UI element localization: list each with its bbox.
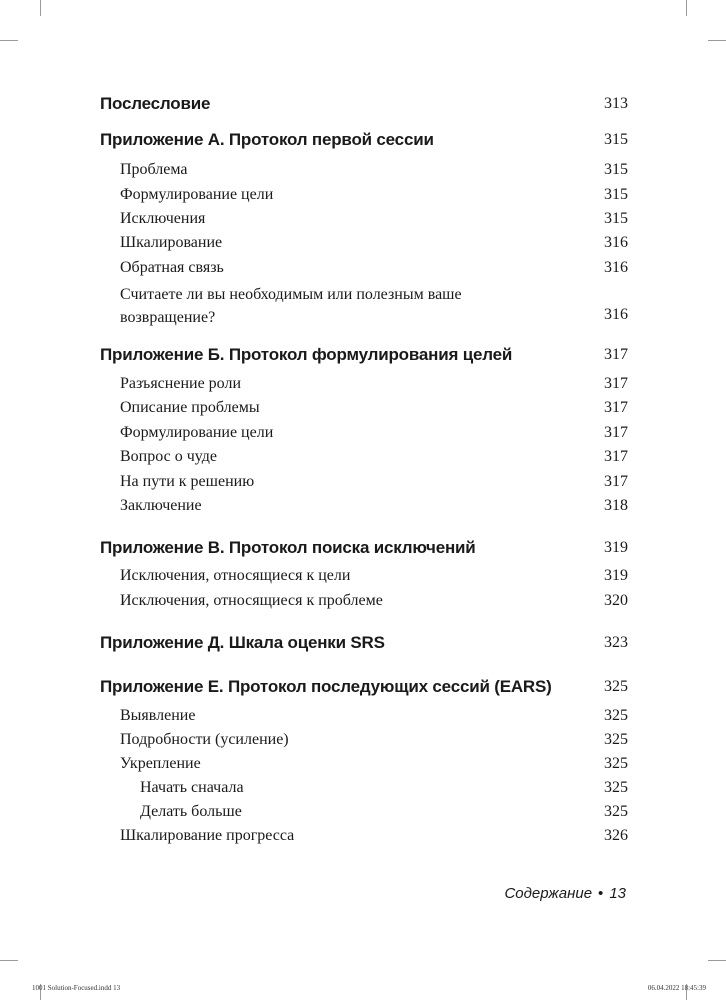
toc-entry-page: 323 <box>604 634 628 651</box>
toc-entry-page: 317 <box>604 473 628 490</box>
toc-entry-title: Шкалирование <box>120 234 223 251</box>
toc-entry-title: Описание проблемы <box>120 399 260 416</box>
crop-mark <box>686 0 687 16</box>
print-slug-file: 1001 Solution-Focused.indd 13 <box>32 984 121 992</box>
running-footer <box>504 885 626 902</box>
toc-entry-page: 325 <box>604 731 628 748</box>
toc-entry-title: Приложение Е. Протокол последующих сессий (EARS) <box>100 677 552 696</box>
toc-entry-page: 317 <box>604 448 628 465</box>
toc-entry-page: 313 <box>604 95 628 112</box>
toc-entry-title: Шкалирование прогресса <box>120 827 295 844</box>
toc-entry-title: Исключения, относящиеся к цели <box>120 567 351 584</box>
toc-entry-page: 315 <box>604 161 628 178</box>
toc-entry-title: Подробности (усиление) <box>120 731 289 748</box>
toc-entry-title: Исключения <box>120 210 206 227</box>
crop-mark <box>0 40 18 41</box>
toc-entry-page: 319 <box>604 539 628 556</box>
toc-entry-page: 325 <box>604 779 628 796</box>
toc-entry-title: Приложение А. Протокол первой сессии <box>100 130 434 149</box>
toc-entry-page: 326 <box>604 827 628 844</box>
toc-entry-page: 317 <box>604 346 628 363</box>
toc-entry-title: Приложение В. Протокол поиска исключений <box>100 538 476 557</box>
toc-entry-title: Считаете ли вы необходимым или полезным ваше возвращение? <box>120 286 462 326</box>
footer-section-title: Содержание <box>504 885 593 902</box>
toc-entry-page: 325 <box>604 707 628 724</box>
crop-mark <box>708 40 726 41</box>
toc-entry-title: Разъяснение роли <box>120 375 242 392</box>
toc-entry-page: 317 <box>604 424 628 441</box>
toc-entry-title: Послесловие <box>100 94 211 113</box>
crop-mark <box>40 0 41 16</box>
toc-entry-title: Начать сначала <box>140 779 244 796</box>
toc-entry-page: 318 <box>604 497 628 514</box>
toc-entry-page: 316 <box>604 234 628 251</box>
crop-mark <box>708 960 726 961</box>
toc-entry-title: Вопрос о чуде <box>120 448 218 465</box>
toc-entry-page: 316 <box>604 306 628 323</box>
toc-entry-title: Формулирование цели <box>120 186 274 203</box>
toc-entry-title: Приложение Б. Протокол формулирования целей <box>100 345 513 364</box>
print-slug-datetime: 06.04.2022 18:45:39 <box>647 984 706 992</box>
toc-entry-title: На пути к решению <box>120 473 255 490</box>
toc-entry-title: Заключение <box>120 497 202 514</box>
toc-entry-title: Укрепление <box>120 755 201 772</box>
toc-entry-page: 320 <box>604 592 628 609</box>
toc-entry-title: Проблема <box>120 161 188 178</box>
toc-entry-page: 325 <box>604 803 628 820</box>
toc-entry-title: Выявление <box>120 707 196 724</box>
toc-entry-page: 317 <box>604 399 628 416</box>
toc-entry-page: 315 <box>604 186 628 203</box>
toc-entry-page: 315 <box>604 210 628 227</box>
toc-entry-title: Обратная связь <box>120 259 224 276</box>
toc-entry-page: 315 <box>604 131 628 148</box>
toc-entry-title: Приложение Д. Шкала оценки SRS <box>100 633 385 652</box>
crop-mark <box>0 960 18 961</box>
toc-entry-page: 316 <box>604 259 628 276</box>
toc-entry-title: Формулирование цели <box>120 424 274 441</box>
footer-bullet: • <box>598 885 604 902</box>
toc-entry-page: 319 <box>604 567 628 584</box>
toc-entry-title: Исключения, относящиеся к проблеме <box>120 592 383 609</box>
footer-page-number: 13 <box>609 885 626 902</box>
toc-entry-page: 317 <box>604 375 628 392</box>
toc-entry-page: 325 <box>604 678 628 695</box>
toc-entry-title: Делать больше <box>140 803 242 820</box>
toc-entry-page: 325 <box>604 755 628 772</box>
